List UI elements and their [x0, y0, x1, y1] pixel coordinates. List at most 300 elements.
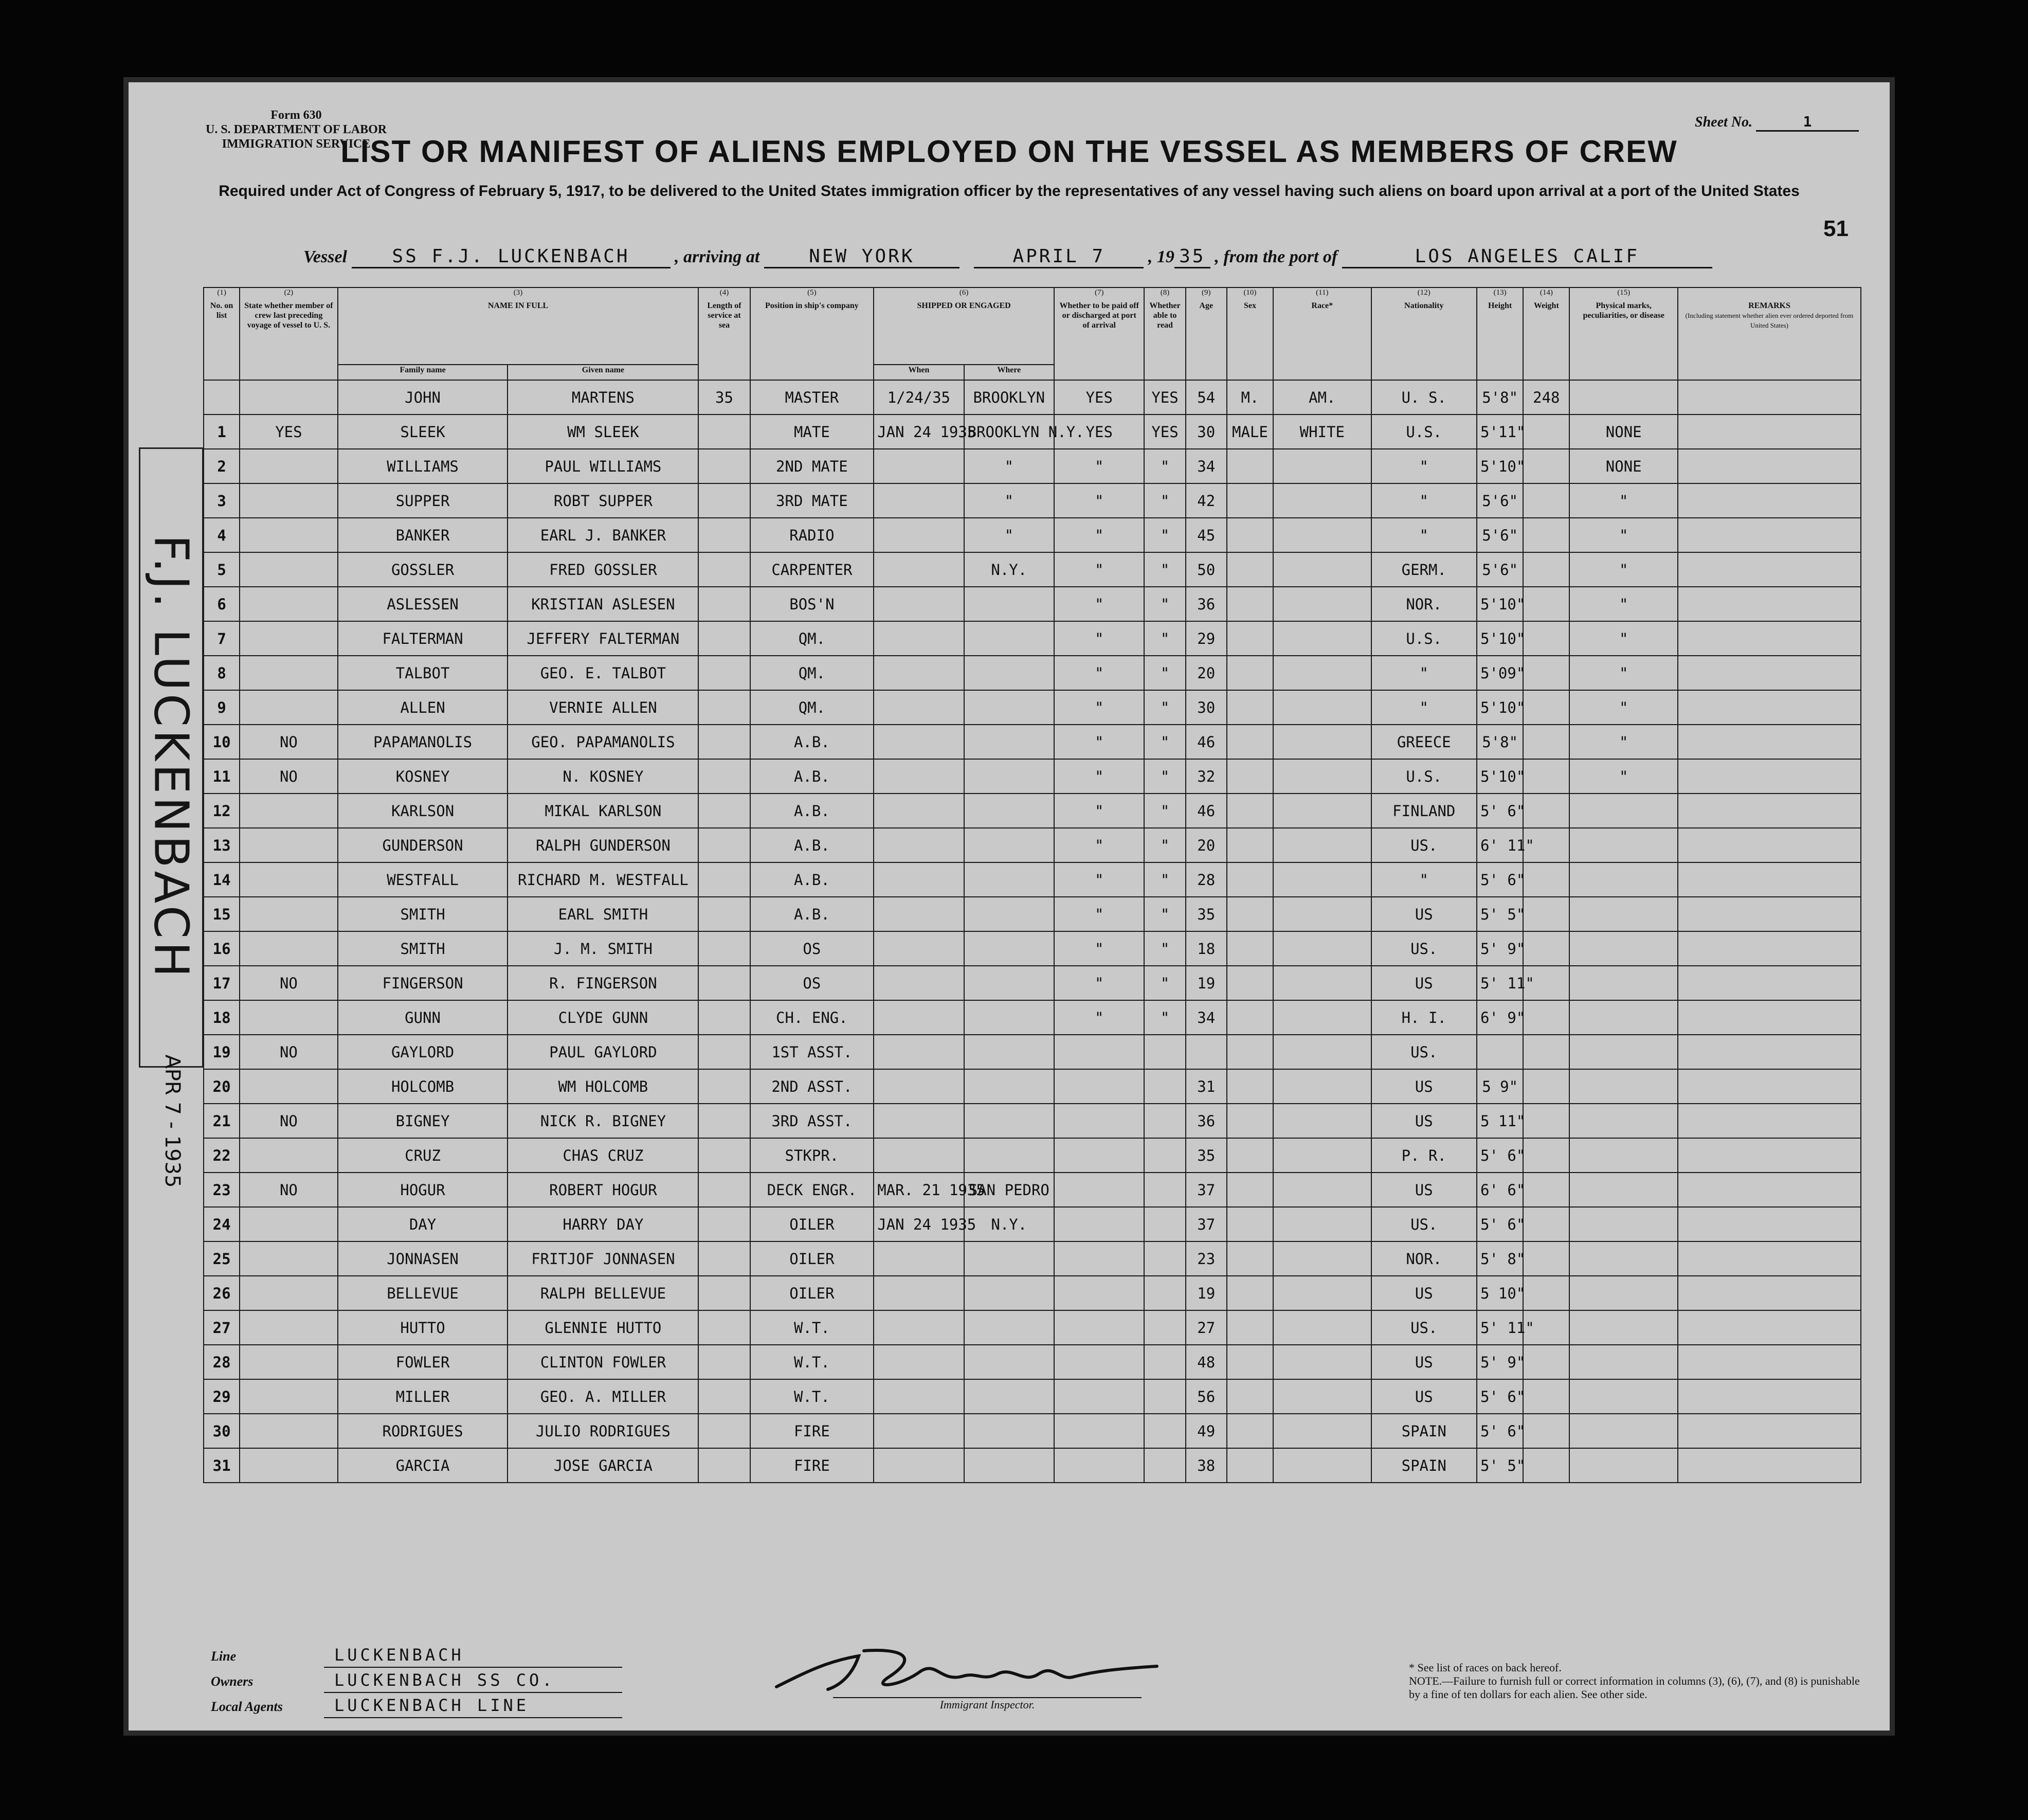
- cell-prev: [240, 1000, 337, 1035]
- cell-height: 6' 9": [1477, 1000, 1523, 1035]
- cell-marks: ": [1569, 656, 1678, 690]
- cell-remarks: [1678, 415, 1861, 449]
- cell-service: [698, 1173, 750, 1207]
- cell-height: 6' 11": [1477, 828, 1523, 862]
- cell-weight: [1523, 415, 1569, 449]
- cell-sex: [1227, 1173, 1273, 1207]
- departure-port: LOS ANGELES CALIF: [1342, 246, 1712, 268]
- cell-given: JOSE GARCIA: [508, 1448, 698, 1483]
- cell-nat: U.S.: [1371, 759, 1477, 794]
- cell-given: RICHARD M. WESTFALL: [508, 862, 698, 897]
- cell-weight: [1523, 621, 1569, 656]
- cell-position: RADIO: [750, 518, 874, 552]
- cell-when: [874, 1310, 964, 1345]
- cell-given: PAUL GAYLORD: [508, 1035, 698, 1069]
- cell-family: KARLSON: [338, 794, 508, 828]
- cell-no: 2: [204, 449, 240, 483]
- cell-position: STKPR.: [750, 1138, 874, 1173]
- cell-remarks: [1678, 552, 1861, 587]
- cell-no: 29: [204, 1379, 240, 1414]
- cell-nat: ": [1371, 690, 1477, 725]
- cell-given: R. FINGERSON: [508, 966, 698, 1000]
- cell-weight: [1523, 587, 1569, 621]
- cell-service: [698, 1241, 750, 1276]
- cell-race: [1273, 759, 1371, 794]
- cell-sex: [1227, 449, 1273, 483]
- cell-read: [1144, 1104, 1185, 1138]
- cell-prev: [240, 931, 337, 966]
- cell-family: HOGUR: [338, 1173, 508, 1207]
- cell-weight: [1523, 1138, 1569, 1173]
- cell-where: [964, 759, 1054, 794]
- cell-remarks: [1678, 794, 1861, 828]
- col-header-age: (9) Age: [1186, 287, 1227, 380]
- cell-weight: [1523, 1207, 1569, 1241]
- cell-height: 5'09": [1477, 656, 1523, 690]
- cell-read: ": [1144, 449, 1185, 483]
- cell-where: [964, 862, 1054, 897]
- cell-race: [1273, 483, 1371, 518]
- cell-read: ": [1144, 552, 1185, 587]
- cell-where: [964, 621, 1054, 656]
- cell-marks: [1569, 1379, 1678, 1414]
- cell-sex: [1227, 552, 1273, 587]
- cell-where: [964, 828, 1054, 862]
- cell-paid: [1054, 1241, 1144, 1276]
- cell-when: MAR. 21 1935: [874, 1173, 964, 1207]
- cell-weight: 248: [1523, 380, 1569, 415]
- cell-service: [698, 931, 750, 966]
- cell-remarks: [1678, 1000, 1861, 1035]
- cell-paid: [1054, 1104, 1144, 1138]
- cell-weight: [1523, 1276, 1569, 1310]
- cell-read: ": [1144, 587, 1185, 621]
- cell-remarks: [1678, 759, 1861, 794]
- cell-sex: [1227, 966, 1273, 1000]
- cell-remarks: [1678, 1138, 1861, 1173]
- cell-position: OILER: [750, 1241, 874, 1276]
- cell-given: ROBT SUPPER: [508, 483, 698, 518]
- table-row: [204, 1069, 1861, 1104]
- cell-nat: US: [1371, 1276, 1477, 1310]
- cell-family: FALTERMAN: [338, 621, 508, 656]
- cell-age: 54: [1186, 380, 1227, 415]
- table-row: [204, 415, 1861, 449]
- cell-given: EARL SMITH: [508, 897, 698, 931]
- table-row: [204, 1379, 1861, 1414]
- cell-paid: [1054, 1310, 1144, 1345]
- cell-paid: [1054, 1448, 1144, 1483]
- cell-where: [964, 1104, 1054, 1138]
- cell-height: 5' 6": [1477, 1379, 1523, 1414]
- cell-nat: ": [1371, 862, 1477, 897]
- cell-prev: [240, 828, 337, 862]
- col-header-no: (1) No. on list: [204, 287, 240, 380]
- manifest-sheet: [123, 77, 1895, 1736]
- cell-prev: [240, 621, 337, 656]
- cell-height: 5' 11": [1477, 966, 1523, 1000]
- cell-prev: [240, 587, 337, 621]
- cell-family: SMITH: [338, 931, 508, 966]
- footnotes: [1409, 1661, 1861, 1701]
- cell-race: [1273, 794, 1371, 828]
- cell-paid: [1054, 1035, 1144, 1069]
- cell-nat: H. I.: [1371, 1000, 1477, 1035]
- cell-race: [1273, 1035, 1371, 1069]
- cell-height: 5' 6": [1477, 794, 1523, 828]
- table-row: [204, 1276, 1861, 1310]
- cell-family: FINGERSON: [338, 966, 508, 1000]
- cell-nat: SPAIN: [1371, 1414, 1477, 1448]
- cell-no: 28: [204, 1345, 240, 1379]
- cell-read: ": [1144, 828, 1185, 862]
- cell-where: [964, 1379, 1054, 1414]
- cell-family: SMITH: [338, 897, 508, 931]
- table-row: [204, 828, 1861, 862]
- cell-where: SAN PEDRO: [964, 1173, 1054, 1207]
- cell-service: [698, 1138, 750, 1173]
- cell-where: ": [964, 483, 1054, 518]
- cell-weight: [1523, 518, 1569, 552]
- cell-when: [874, 862, 964, 897]
- cell-service: [698, 1000, 750, 1035]
- cell-remarks: [1678, 518, 1861, 552]
- cell-height: 5' 8": [1477, 1241, 1523, 1276]
- cell-family: GUNN: [338, 1000, 508, 1035]
- cell-race: [1273, 1310, 1371, 1345]
- cell-when: [874, 552, 964, 587]
- cell-service: [698, 828, 750, 862]
- cell-age: 30: [1186, 690, 1227, 725]
- cell-marks: ": [1569, 621, 1678, 656]
- cell-given: RALPH BELLEVUE: [508, 1276, 698, 1310]
- col-header-where: Where: [964, 365, 1054, 380]
- cell-marks: [1569, 1448, 1678, 1483]
- vessel-line: Vessel SS F.J. LUCKENBACH , arriving at NEW YORK APRIL 7 , 19 35 , from the port of LOS ANGELES CALIF: [303, 246, 1712, 268]
- cell-nat: US: [1371, 1173, 1477, 1207]
- cell-read: [1144, 1448, 1185, 1483]
- cell-race: [1273, 1345, 1371, 1379]
- cell-race: [1273, 897, 1371, 931]
- cell-age: 50: [1186, 552, 1227, 587]
- cell-no: 8: [204, 656, 240, 690]
- table-row: [204, 1345, 1861, 1379]
- cell-no: 13: [204, 828, 240, 862]
- cell-service: [698, 1276, 750, 1310]
- cell-position: MATE: [750, 415, 874, 449]
- cell-paid: ": [1054, 794, 1144, 828]
- cell-read: ": [1144, 966, 1185, 1000]
- cell-no: 30: [204, 1414, 240, 1448]
- cell-remarks: [1678, 897, 1861, 931]
- cell-where: [964, 656, 1054, 690]
- cell-when: [874, 1448, 964, 1483]
- cell-paid: ": [1054, 552, 1144, 587]
- cell-remarks: [1678, 1414, 1861, 1448]
- cell-position: QM.: [750, 621, 874, 656]
- cell-paid: YES: [1054, 415, 1144, 449]
- cell-family: MILLER: [338, 1379, 508, 1414]
- cell-remarks: [1678, 656, 1861, 690]
- cell-when: [874, 587, 964, 621]
- table-row: [204, 1310, 1861, 1345]
- cell-given: MIKAL KARLSON: [508, 794, 698, 828]
- cell-where: [964, 1276, 1054, 1310]
- cell-given: FRED GOSSLER: [508, 552, 698, 587]
- cell-service: [698, 552, 750, 587]
- cell-race: [1273, 1104, 1371, 1138]
- cell-read: [1144, 1207, 1185, 1241]
- table-row: [204, 552, 1861, 587]
- cell-remarks: [1678, 483, 1861, 518]
- cell-prev: [240, 518, 337, 552]
- cell-paid: ": [1054, 656, 1144, 690]
- cell-race: [1273, 1241, 1371, 1276]
- cell-family: WESTFALL: [338, 862, 508, 897]
- cell-position: W.T.: [750, 1379, 874, 1414]
- cell-prev: [240, 449, 337, 483]
- line-value: LUCKENBACH: [324, 1643, 622, 1668]
- vessel-name: SS F.J. LUCKENBACH: [352, 246, 671, 268]
- cell-race: [1273, 587, 1371, 621]
- cell-height: 5 11": [1477, 1104, 1523, 1138]
- cell-position: 1ST ASST.: [750, 1035, 874, 1069]
- cell-height: 5' 9": [1477, 1345, 1523, 1379]
- cell-paid: ": [1054, 828, 1144, 862]
- cell-sex: [1227, 518, 1273, 552]
- cell-when: [874, 725, 964, 759]
- cell-when: [874, 759, 964, 794]
- cell-given: GEO. E. TALBOT: [508, 656, 698, 690]
- cell-read: YES: [1144, 380, 1185, 415]
- cell-nat: SPAIN: [1371, 1448, 1477, 1483]
- cell-when: [874, 966, 964, 1000]
- cell-height: 5'10": [1477, 690, 1523, 725]
- table-row: [204, 380, 1861, 415]
- cell-family: RODRIGUES: [338, 1414, 508, 1448]
- cell-when: [874, 1379, 964, 1414]
- cell-service: [698, 1207, 750, 1241]
- cell-weight: [1523, 862, 1569, 897]
- cell-read: ": [1144, 483, 1185, 518]
- cell-given: N. KOSNEY: [508, 759, 698, 794]
- cell-marks: ": [1569, 587, 1678, 621]
- col-header-family-name: Family name: [338, 365, 508, 380]
- cell-position: OILER: [750, 1276, 874, 1310]
- cell-family: BELLEVUE: [338, 1276, 508, 1310]
- cell-given: WM SLEEK: [508, 415, 698, 449]
- cell-weight: [1523, 1000, 1569, 1035]
- cell-family: BANKER: [338, 518, 508, 552]
- cell-marks: [1569, 1000, 1678, 1035]
- cell-read: [1144, 1138, 1185, 1173]
- cell-weight: [1523, 552, 1569, 587]
- cell-no: 1: [204, 415, 240, 449]
- cell-nat: GERM.: [1371, 552, 1477, 587]
- cell-age: 35: [1186, 897, 1227, 931]
- cell-no: 23: [204, 1173, 240, 1207]
- cell-no: 7: [204, 621, 240, 656]
- cell-no: 18: [204, 1000, 240, 1035]
- cell-sex: [1227, 1035, 1273, 1069]
- cell-service: [698, 518, 750, 552]
- cell-when: [874, 449, 964, 483]
- cell-prev: [240, 483, 337, 518]
- cell-service: [698, 966, 750, 1000]
- cell-read: YES: [1144, 415, 1185, 449]
- cell-age: 27: [1186, 1310, 1227, 1345]
- cell-position: QM.: [750, 656, 874, 690]
- cell-sex: [1227, 690, 1273, 725]
- cell-prev: NO: [240, 1104, 337, 1138]
- cell-weight: [1523, 1448, 1569, 1483]
- cell-sex: [1227, 1414, 1273, 1448]
- cell-given: GEO. A. MILLER: [508, 1379, 698, 1414]
- cell-no: 31: [204, 1448, 240, 1483]
- cell-age: 38: [1186, 1448, 1227, 1483]
- cell-race: [1273, 1138, 1371, 1173]
- col-header-read: (8) Whether able to read: [1144, 287, 1185, 380]
- cell-age: 32: [1186, 759, 1227, 794]
- cell-family: GARCIA: [338, 1448, 508, 1483]
- table-row: [204, 862, 1861, 897]
- cell-marks: NONE: [1569, 415, 1678, 449]
- cell-given: KRISTIAN ASLESEN: [508, 587, 698, 621]
- cell-service: [698, 415, 750, 449]
- cell-prev: [240, 897, 337, 931]
- cell-age: 56: [1186, 1379, 1227, 1414]
- cell-marks: [1569, 1345, 1678, 1379]
- cell-age: 48: [1186, 1345, 1227, 1379]
- table-row: [204, 1207, 1861, 1241]
- cell-age: 23: [1186, 1241, 1227, 1276]
- cell-prev: [240, 862, 337, 897]
- cell-age: 20: [1186, 828, 1227, 862]
- cell-no: 25: [204, 1241, 240, 1276]
- cell-remarks: [1678, 1276, 1861, 1310]
- cell-weight: [1523, 725, 1569, 759]
- cell-nat: ": [1371, 656, 1477, 690]
- table-row: [204, 1173, 1861, 1207]
- cell-weight: [1523, 449, 1569, 483]
- form-number: Form 630: [270, 109, 322, 122]
- cell-remarks: [1678, 1069, 1861, 1104]
- cell-marks: ": [1569, 518, 1678, 552]
- cell-remarks: [1678, 931, 1861, 966]
- cell-age: 31: [1186, 1069, 1227, 1104]
- cell-position: A.B.: [750, 897, 874, 931]
- cell-paid: ": [1054, 966, 1144, 1000]
- cell-position: A.B.: [750, 794, 874, 828]
- cell-when: [874, 656, 964, 690]
- cell-remarks: [1678, 1035, 1861, 1069]
- cell-remarks: [1678, 725, 1861, 759]
- cell-service: 35: [698, 380, 750, 415]
- cell-paid: ": [1054, 690, 1144, 725]
- col-header-remarks: REMARKS (Including statement whether alien ever ordered deported from United States): [1678, 287, 1861, 380]
- cell-marks: [1569, 966, 1678, 1000]
- cell-paid: ": [1054, 449, 1144, 483]
- cell-position: MASTER: [750, 380, 874, 415]
- cell-given: HARRY DAY: [508, 1207, 698, 1241]
- col-header-height: (13) Height: [1477, 287, 1523, 380]
- cell-no: 24: [204, 1207, 240, 1241]
- cell-weight: [1523, 1069, 1569, 1104]
- cell-given: FRITJOF JONNASEN: [508, 1241, 698, 1276]
- cell-prev: [240, 1207, 337, 1241]
- cell-where: [964, 794, 1054, 828]
- cell-remarks: [1678, 449, 1861, 483]
- cell-when: [874, 621, 964, 656]
- cell-height: 5' 6": [1477, 1414, 1523, 1448]
- cell-service: [698, 759, 750, 794]
- cell-family: TALBOT: [338, 656, 508, 690]
- cell-where: ": [964, 449, 1054, 483]
- cell-no: 20: [204, 1069, 240, 1104]
- cell-prev: [240, 1448, 337, 1483]
- cell-service: [698, 587, 750, 621]
- cell-height: 5 9": [1477, 1069, 1523, 1104]
- cell-where: [964, 1138, 1054, 1173]
- cell-prev: NO: [240, 966, 337, 1000]
- cell-marks: ": [1569, 552, 1678, 587]
- table-row: [204, 725, 1861, 759]
- cell-age: 19: [1186, 1276, 1227, 1310]
- cell-weight: [1523, 483, 1569, 518]
- cell-prev: [240, 1138, 337, 1173]
- cell-given: MARTENS: [508, 380, 698, 415]
- cell-when: [874, 1345, 964, 1379]
- cell-sex: [1227, 656, 1273, 690]
- cell-where: [964, 1448, 1054, 1483]
- cell-remarks: [1678, 621, 1861, 656]
- cell-prev: [240, 1414, 337, 1448]
- cell-race: WHITE: [1273, 415, 1371, 449]
- cell-race: [1273, 1379, 1371, 1414]
- cell-age: 45: [1186, 518, 1227, 552]
- cell-prev: [240, 656, 337, 690]
- cell-marks: [1569, 1035, 1678, 1069]
- col-header-nationality: (12) Nationality: [1371, 287, 1477, 380]
- cell-prev: [240, 552, 337, 587]
- cell-nat: FINLAND: [1371, 794, 1477, 828]
- cell-no: 4: [204, 518, 240, 552]
- cell-family: HOLCOMB: [338, 1069, 508, 1104]
- cell-sex: [1227, 759, 1273, 794]
- cell-remarks: [1678, 1448, 1861, 1483]
- cell-marks: ": [1569, 725, 1678, 759]
- col-header-race: (11) Race*: [1273, 287, 1371, 380]
- cell-read: ": [1144, 862, 1185, 897]
- cell-read: ": [1144, 690, 1185, 725]
- cell-paid: [1054, 1379, 1144, 1414]
- col-header-given-name: Given name: [508, 365, 698, 380]
- cell-when: [874, 1000, 964, 1035]
- cell-nat: US: [1371, 966, 1477, 1000]
- cell-age: 18: [1186, 931, 1227, 966]
- cell-sex: [1227, 828, 1273, 862]
- col-header-paid-off: (7) Whether to be paid off or discharged at port of arrival: [1054, 287, 1144, 380]
- cell-prev: NO: [240, 1035, 337, 1069]
- cell-nat: NOR.: [1371, 587, 1477, 621]
- cell-height: [1477, 1035, 1523, 1069]
- cell-position: A.B.: [750, 828, 874, 862]
- table-row: [204, 1241, 1861, 1276]
- cell-weight: [1523, 1345, 1569, 1379]
- cell-service: [698, 1104, 750, 1138]
- cell-sex: [1227, 1379, 1273, 1414]
- cell-paid: [1054, 1276, 1144, 1310]
